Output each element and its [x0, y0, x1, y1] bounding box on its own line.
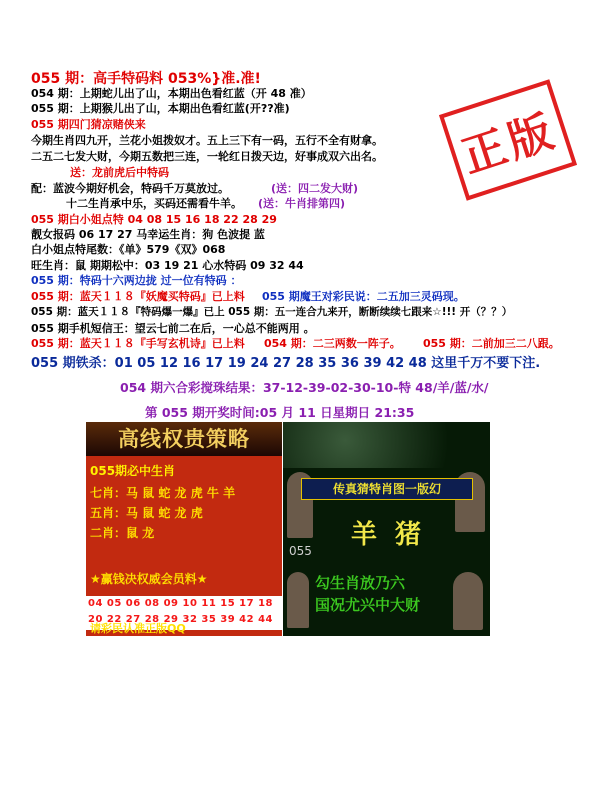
green-line: 勾生肖放乃六	[315, 574, 406, 592]
text-line: 054 期：上期蛇儿出了山，本期出色看红蓝（开 48 准）	[31, 87, 312, 100]
text-line: 二五二七发大财，今期五数把三连，一轮红日拨天边，好事成双六出名。	[31, 150, 383, 163]
left-banner	[86, 422, 282, 636]
vip-banner: ★赢钱决权威会员料★	[90, 572, 208, 586]
green-line: 国况尤兴中大财	[315, 596, 421, 614]
text-line: 白小姐点特尾数：《单》579《双》068	[31, 243, 226, 256]
zodiac-row: 七肖：马 鼠 蛇 龙 虎 牛 羊	[90, 486, 236, 500]
zodiac-highlight: 羊猪	[351, 520, 440, 550]
text-line: 055 期魔王对彩民说：二五加三灵码现。	[262, 290, 465, 303]
text-line: 055 期：蓝天１１８『特码爆一爆』已上 055 期：五一连合九来开，断断续续七跟来☆!!! 开（？？）	[31, 306, 513, 318]
text-line: 055 期：特码十六两边拢 过一位有特码 ：	[31, 274, 242, 287]
zodiac-row: 五肖：马 鼠 蛇 龙 虎	[90, 506, 203, 520]
green-text	[315, 572, 440, 618]
text-line: 055 期：蓝天１１８『手写玄机诗』已上料	[31, 337, 245, 350]
right-banner-title: 传真猜特肖图一版幻	[301, 478, 473, 500]
left-banner-title: 高线权贵策略	[86, 422, 282, 456]
kill-numbers: 055 期铁杀：01 05 12 16 17 19 24 27 28 35 36 39 42 48 这里千万不要下注.	[31, 356, 541, 371]
text-line: 055 期四门猜凉赌侠来	[31, 118, 146, 131]
text-line: 055 期手机短信王：望云七前二在后，一心总不能两用 。	[31, 322, 315, 335]
text-line: 055 期：上期猴儿出了山，本期出色看红蓝(开??准)	[31, 102, 290, 115]
text-line: 十二生肖承中乐，买码还需看牛羊。	[66, 197, 242, 210]
portrait-image	[287, 572, 309, 628]
text-line: 旺生肖：鼠 期期松中：03 19 21 心水特码 09 32 44	[31, 259, 304, 272]
draw-result: 054 期六合彩搅珠结果：37-12-39-02-30-10-特 48/羊/蓝/水/	[120, 380, 489, 395]
text-line: (送：四二发大财)	[271, 182, 359, 195]
number-row: 20 22 27 28 29 32 35 39 42 44	[88, 614, 273, 625]
right-banner	[283, 422, 490, 636]
text-line: 配：蓝波今期好机会，特码千万莫放过。	[31, 182, 229, 195]
left-banner-footer: 请彩民认准正版QQ	[90, 622, 186, 635]
zodiac-row: 二肖：鼠 龙	[90, 526, 155, 540]
text-line: 054 期：二三两数一阵子。	[264, 337, 401, 350]
text-line: 送：龙前虎后中特码	[70, 166, 169, 179]
left-banner-subtitle: 055期必中生肖	[90, 464, 176, 478]
floral-decoration	[283, 422, 490, 468]
genuine-stamp: 正版	[439, 79, 577, 200]
issue-label: 055	[289, 544, 312, 558]
text-line: 055 期：二前加三二八跟。	[423, 337, 560, 350]
number-row: 04 05 06 08 09 10 11 15 17 18	[88, 598, 273, 609]
text-line: 今期生肖四九开，兰花小姐拨奴才。五上三下有一码，五行不全有财拿。	[31, 134, 383, 147]
text-line: 055 期白小姐点特 04 08 15 16 18 22 28 29	[31, 213, 277, 226]
text-line: 055 期：蓝天１１８『妖魔买特码』已上料	[31, 290, 245, 303]
draw-time: 第 055 期开奖时间:05 月 11 日星期日 21:35	[145, 405, 415, 420]
portrait-image	[453, 572, 483, 630]
left-banner-body	[86, 456, 282, 636]
text-line: 靓女报码 06 17 27 马幸运生肖：狗 色波提 蓝	[31, 228, 265, 241]
text-line: (送：牛肖排第四)	[258, 197, 346, 210]
page-title: 055 期：高手特码料 053%}准.准!	[31, 71, 261, 87]
